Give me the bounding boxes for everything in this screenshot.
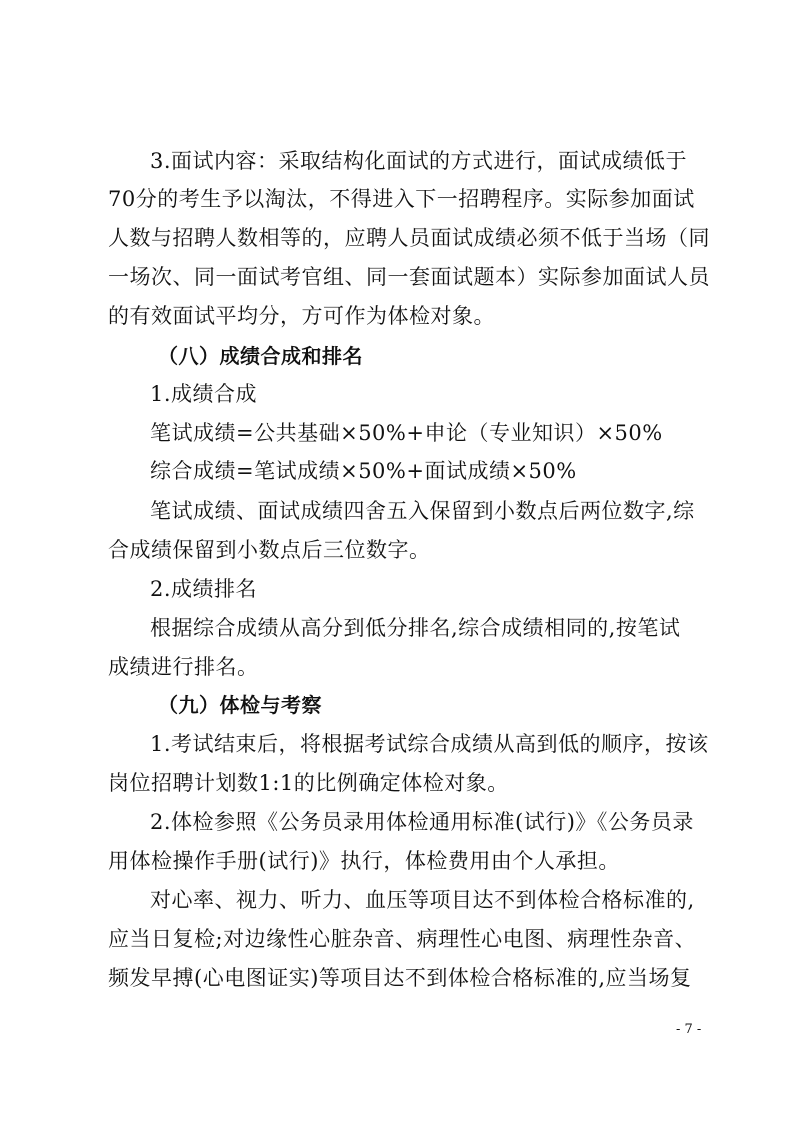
paragraph-line: 3.面试内容：采取结构化面试的方式进行，面试成绩低于 (150, 149, 688, 173)
paragraph-line: 一场次、同一面试考官组、同一套面试题本）实际参加面试人员 (108, 265, 710, 289)
paragraph-line: 笔试成绩、面试成绩四舍五入保留到小数点后两位数字,综 (150, 499, 695, 523)
subsection-heading: 1.成绩合成 (150, 382, 258, 406)
paragraph-line: 的有效面试平均分，方可作为体检对象。 (108, 304, 495, 328)
paragraph-line: 合成绩保留到小数点后三位数字。 (108, 538, 431, 562)
subsection-heading: 2.成绩排名 (150, 577, 258, 601)
paragraph-line: 应当日复检;对边缘性心脏杂音、病理性心电图、病理性杂音、 (108, 927, 697, 951)
paragraph-line: 根据综合成绩从高分到低分排名,综合成绩相同的,按笔试 (150, 616, 681, 640)
section-heading: （八）成绩合成和排名 (158, 344, 363, 368)
paragraph-line: 2.体检参照《公务员录用体检通用标准(试行)》《公务员录 (150, 810, 694, 834)
paragraph-line: 频发早搏(心电图证实)等项目达不到体检合格标准的,应当场复 (108, 966, 692, 990)
formula-line: 综合成绩=笔试成绩×50%+面试成绩×50% (150, 459, 577, 483)
section-heading: （九）体检与考察 (158, 693, 322, 717)
paragraph-line: 对心率、视力、听力、血压等项目达不到体检合格标准的, (150, 888, 695, 912)
page-number: - 7 - (676, 1022, 702, 1037)
paragraph-line: 1.考试结束后，将根据考试综合成绩从高到低的顺序，按该 (150, 732, 709, 756)
formula-line: 笔试成绩=公共基础×50%+申论（专业知识）×50% (150, 421, 663, 445)
paragraph-line: 人数与招聘人数相等的，应聘人员面试成绩必须不低于当场（同 (108, 226, 710, 250)
paragraph-line: 成绩进行排名。 (108, 655, 259, 679)
paragraph-line: 用体检操作手册(试行)》执行，体检费用由个人承担。 (108, 849, 620, 873)
paragraph-line: 70分的考生予以淘汰，不得进入下一招聘程序。实际参加面试 (108, 187, 695, 211)
paragraph-line: 岗位招聘计划数1:1的比例确定体检对象。 (108, 771, 509, 795)
